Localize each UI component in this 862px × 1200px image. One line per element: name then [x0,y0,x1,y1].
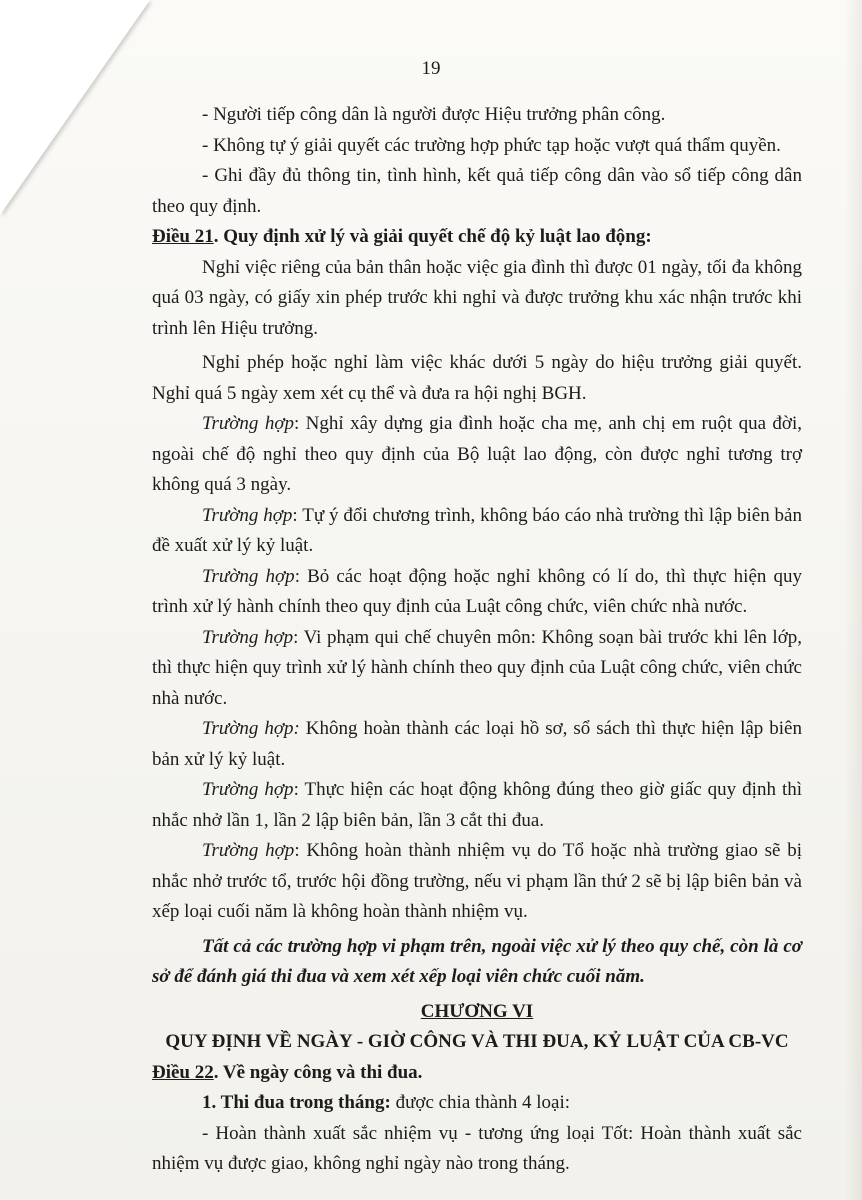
case-label: Trường hợp [202,626,294,648]
case-text: : Vi phạm qui chế chuyên môn: Không soạn bài trước khi lên lớp, thì thực hiện quy trình xử lý hành chính theo quy định của Luật công chức, viên chức nhà nước. [152,626,802,709]
article-22-label: Điều 22 [152,1061,214,1083]
case-text: : Bỏ các hoạt động hoặc nghỉ không có lí do, thì thực hiện quy trình xử lý hành chính theo quy định của Luật công chức, viên chức nhà nước. [152,565,802,617]
monthly-competition-text: được chia thành 4 loại: [390,1092,570,1113]
case-paragraph [152,562,802,623]
case-paragraph [152,623,802,715]
article-21-conclusion: Tất cả các trường hợp vi phạm trên, ngoài việc xử lý theo quy chế, còn là cơ sở để đánh giá thi đua và xem xét xếp loại viên chức cuối năm. [152,935,802,987]
line-record: - Ghi đầy đủ thông tin, tình hình, kết quả tiếp công dân vào sổ tiếp công dân theo quy định. [152,165,802,217]
case-paragraph [152,836,802,928]
article-21-label: Điều 21 [152,226,214,247]
folded-corner [0,0,150,215]
competition-item-excellent: - Hoàn thành xuất sắc nhiệm vụ - tương ứng loại Tốt: Hoàn thành xuất sắc nhiệm vụ được giao, không nghỉ ngày nào trong tháng. [152,1122,802,1174]
case-text: : Tự ý đổi chương trình, không báo cáo nhà trường thì lập biên bản đề xuất xử lý kỷ luật. [152,504,802,556]
article-22-heading [152,1058,802,1089]
monthly-competition-line [152,1088,802,1119]
case-text: Không hoàn thành các loại hồ sơ, sổ sách thì thực hiện lập biên bản xử lý kỷ luật. [152,718,802,770]
page-number: 19 [421,58,441,79]
article-21-paragraph-2: Nghỉ phép hoặc nghỉ làm việc khác dưới 5 ngày do hiệu trưởng giải quyết. Nghỉ quá 5 ngày xem xét cụ thể và đưa ra hội nghị BGH. [152,352,802,404]
article-21-title: . Quy định xử lý và giải quyết chế độ kỷ luật lao động: [213,226,652,247]
document-body [152,100,802,1180]
monthly-competition-label: 1. Thi đua trong tháng: [202,1092,391,1113]
case-label: Trường hợp [202,413,294,434]
case-text: : Không hoàn thành nhiệm vụ do Tổ hoặc nhà trường giao sẽ bị nhắc nhở trước tổ, trước hội đồng trường, nếu vi phạm lần thứ 2 sẽ bị lập biên bản và xếp loại cuối năm là không hoàn thành nhiệm vụ. [152,840,803,922]
chapter-title: QUY ĐỊNH VỀ NGÀY - GIỜ CÔNG VÀ THI ĐUA, KỶ LUẬT CỦA CB-VC [165,1031,789,1052]
case-text: : Thực hiện các hoạt động không đúng theo giờ giấc quy định thì nhắc nhở lần 1, lần 2 lập biên bản, lần 3 cắt thi đua. [152,779,803,831]
page-edge-shadow [844,0,862,1200]
chapter-number: CHƯƠNG VI [420,1000,534,1022]
line-authority: - Không tự ý giải quyết các trường hợp phức tạp hoặc vượt quá thẩm quyền. [202,134,781,156]
case-paragraph [152,409,802,501]
case-paragraph [152,501,802,562]
case-paragraph [152,775,802,836]
case-label: Trường hợp [202,840,295,861]
case-label: Trường hợp: [202,718,300,739]
case-label: Trường hợp [202,565,295,587]
article-22-title: . Về ngày công và thi đua. [213,1061,423,1083]
case-label: Trường hợp [202,504,293,526]
article-21-paragraph-1: Nghỉ việc riêng của bản thân hoặc việc gia đình thì được 01 ngày, tối đa không quá 03 ngày, có giấy xin phép trước khi nghỉ và được trưởng khu xác nhận trước khi trình lên Hiệu trưởng. [152,256,802,339]
case-paragraph [152,714,802,775]
article-21-heading [152,222,802,253]
case-text: : Nghỉ xây dựng gia đình hoặc cha mẹ, anh chị em ruột qua đời, ngoài chế độ nghỉ theo quy định của Bộ luật lao động, còn được nghỉ tương trợ không quá 3 ngày. [152,413,802,495]
case-label: Trường hợp [202,779,294,800]
line-receiver: - Người tiếp công dân là người được Hiệu trưởng phân công. [202,104,666,125]
